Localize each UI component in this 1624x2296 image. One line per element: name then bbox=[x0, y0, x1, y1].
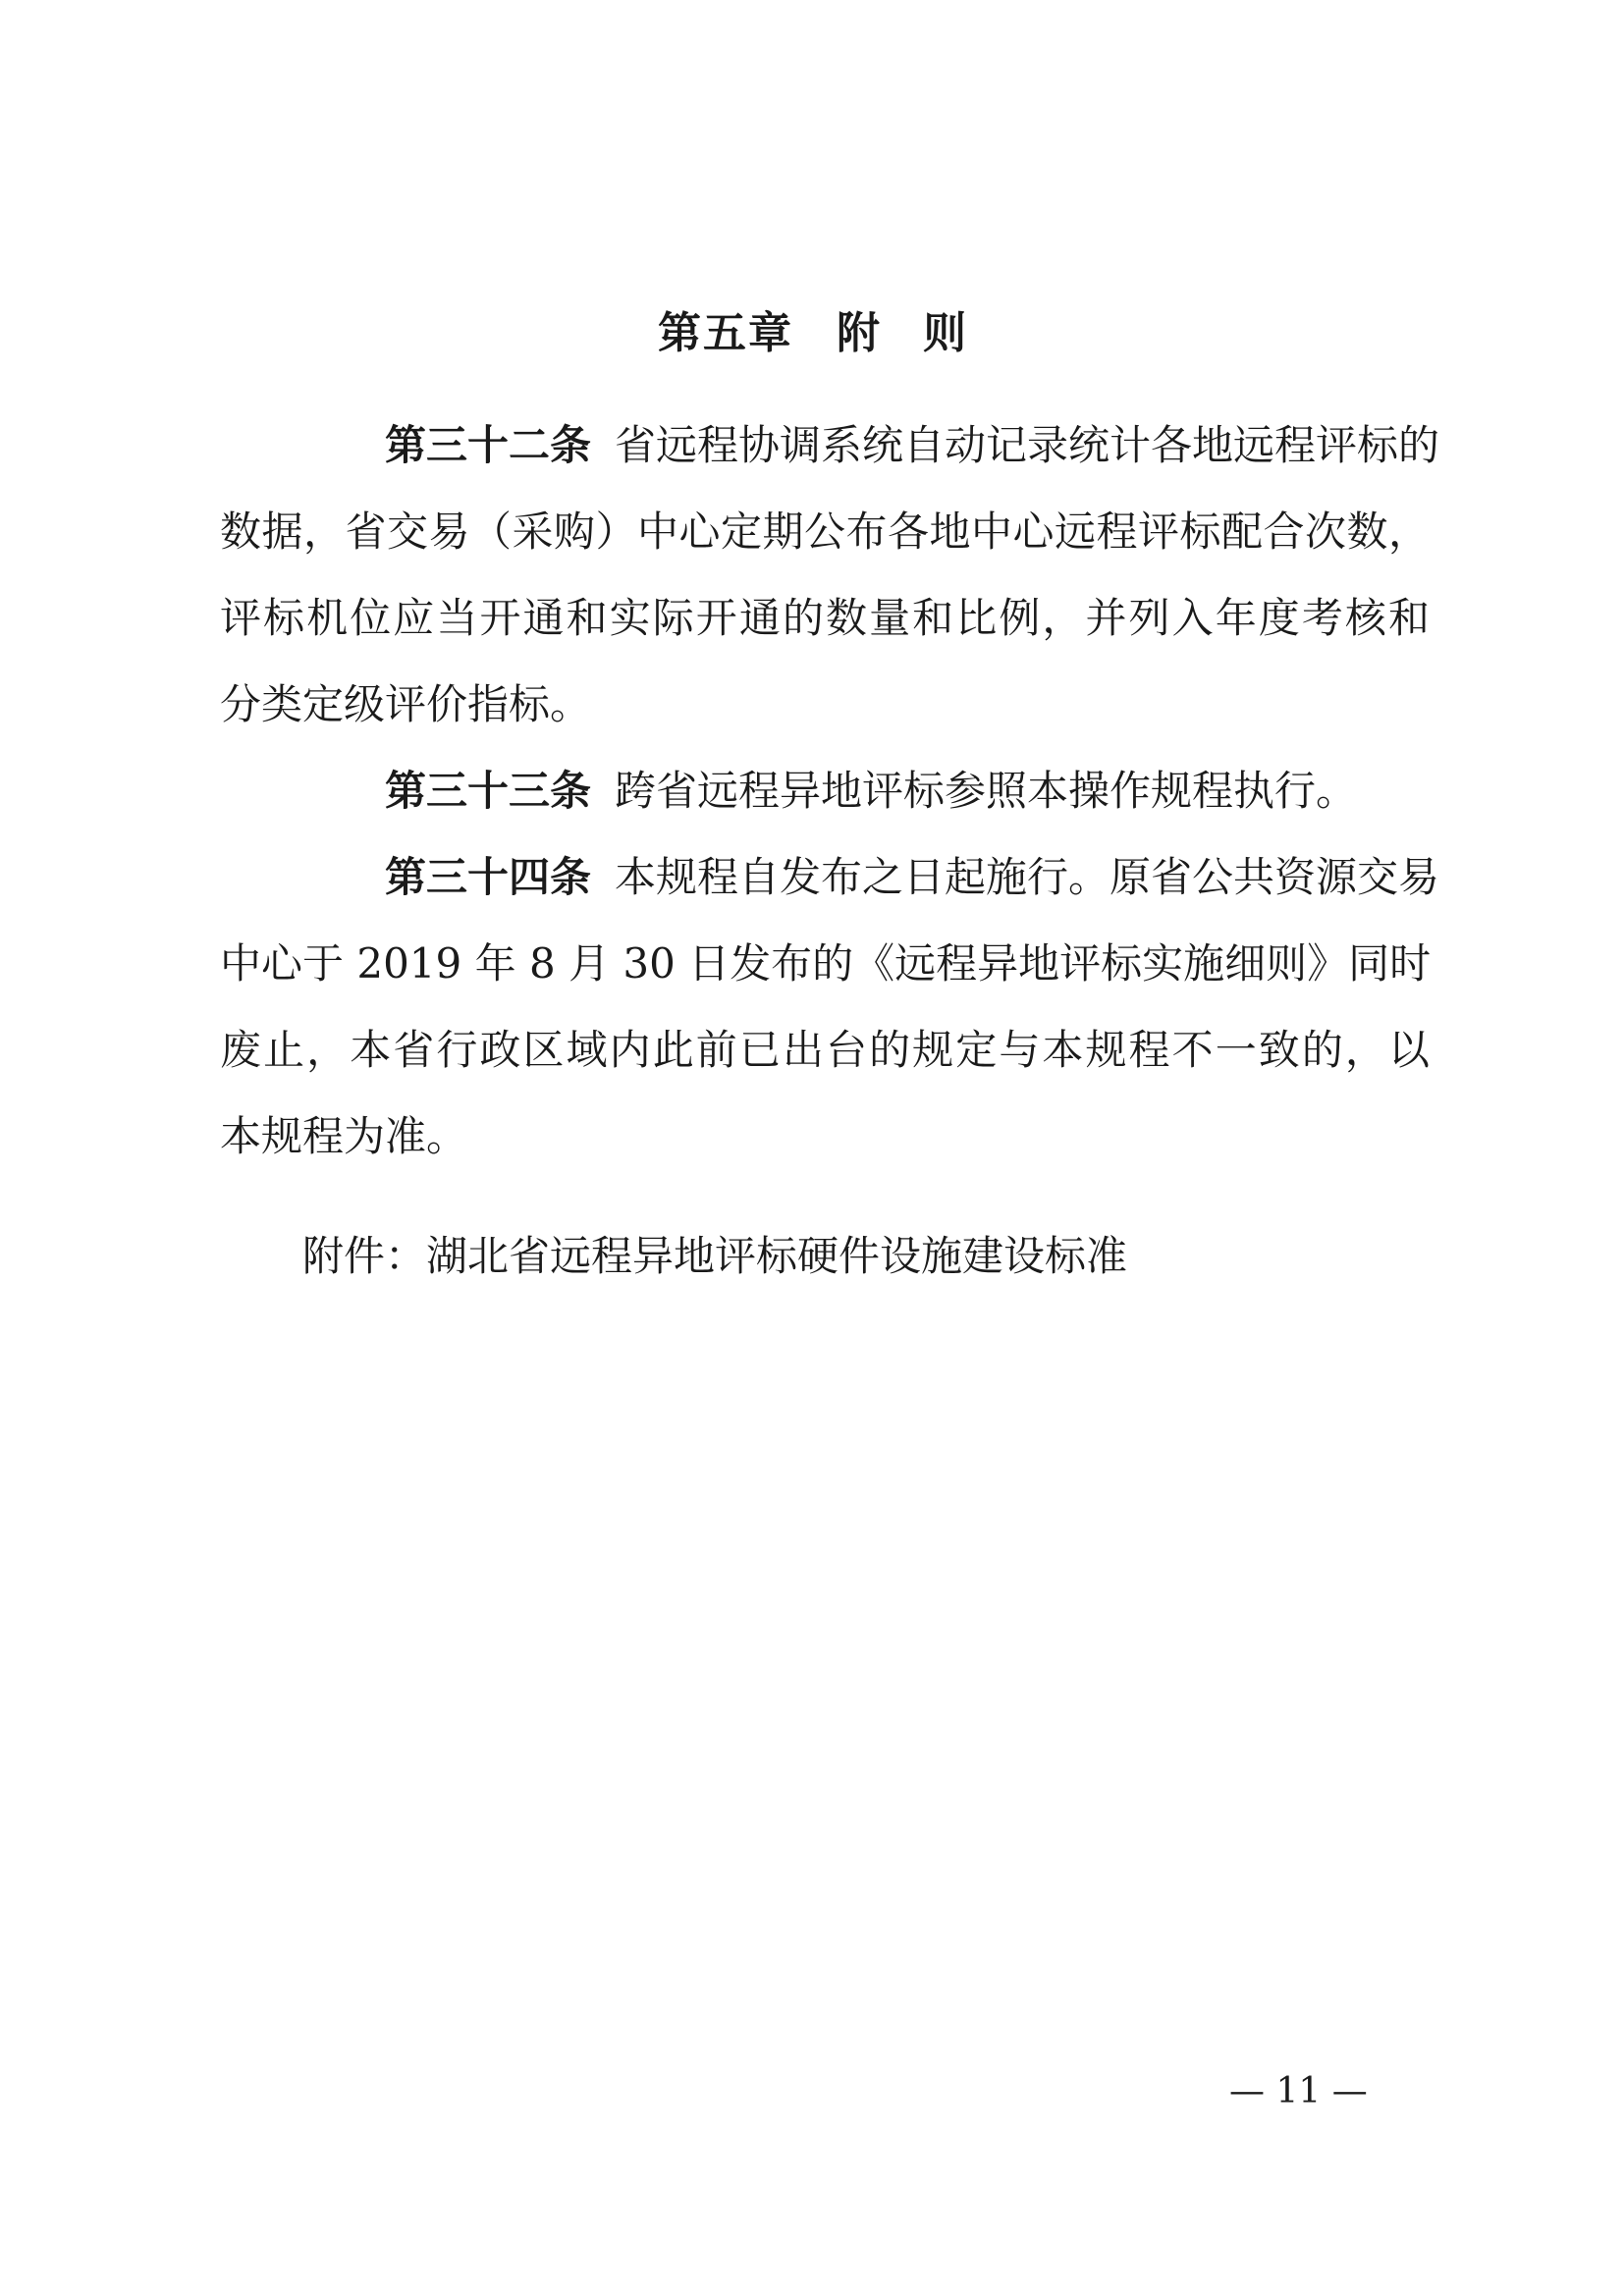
chapter-title bbox=[0, 304, 1624, 363]
article-number: 第三十四条 bbox=[385, 853, 592, 901]
article-text-line: 评标机位应当开通和实际开通的数量和比例，并列入年度考核和 bbox=[220, 594, 1430, 642]
article-text-line: 废止，本省行政区域内此前已出台的规定与本规程不一致的，以 bbox=[220, 1026, 1430, 1074]
article-text-line: 本规程自发布之日起施行。原省公共资源交易 bbox=[615, 853, 1440, 901]
article-32 bbox=[220, 402, 1440, 748]
chapter-name: 附则 bbox=[837, 308, 1009, 358]
article-text-line: 中心于 2019 年 8 月 30 日发布的《远程异地评标实施细则》同时 bbox=[220, 939, 1432, 988]
attachment-note: 附件：湖北省远程异地评标硬件设施建设标准 bbox=[302, 1232, 1128, 1280]
page-number: — 11 — bbox=[1229, 2071, 1368, 2111]
article-34 bbox=[220, 834, 1440, 1180]
article-number: 第三十二条 bbox=[385, 421, 592, 469]
chapter-number: 第五章 bbox=[658, 308, 793, 358]
article-text-line: 省远程协调系统自动记录统计各地远程评标的 bbox=[615, 421, 1440, 469]
article-text-line: 本规程为准。 bbox=[220, 1112, 468, 1160]
article-33 bbox=[220, 748, 1430, 834]
article-number: 第三十三条 bbox=[385, 767, 592, 815]
article-text-line: 分类定级评价指标。 bbox=[220, 680, 592, 728]
article-text-line: 跨省远程异地评标参照本操作规程执行。 bbox=[615, 767, 1358, 815]
article-text-line: 数据，省交易（采购）中心定期公布各地中心远程评标配合次数， bbox=[220, 507, 1430, 556]
